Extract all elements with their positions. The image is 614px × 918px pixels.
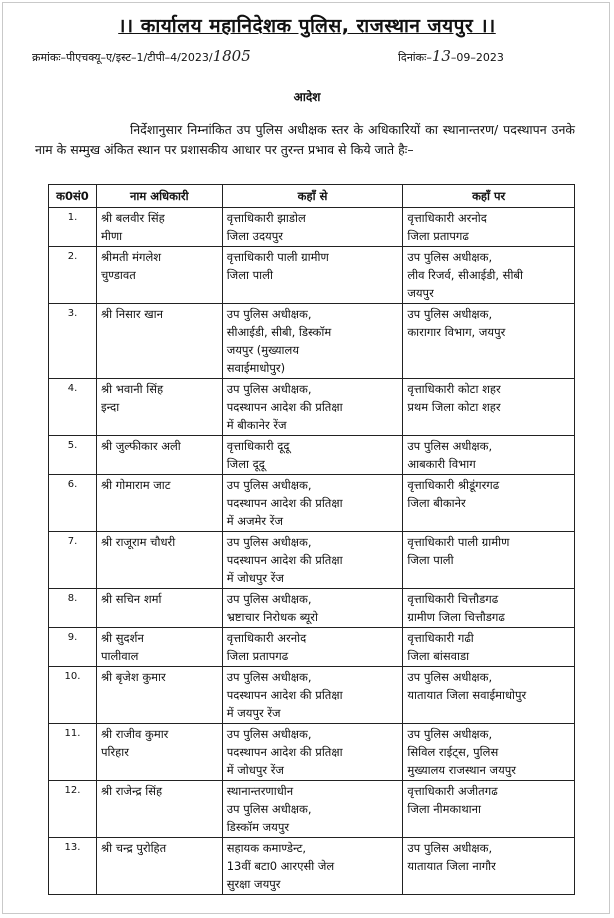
from-location-cell [222,724,403,781]
from-location-line: में जोधपुर रेंज [226,571,284,585]
date-handwritten-day: 13 [431,47,451,65]
to-location-line: वृत्ताधिकारी कोटा शहर [407,382,501,396]
table-row [49,838,575,895]
officer-name-line: श्री राजेन्द्र सिंह [100,784,163,798]
to-location-cell [403,379,575,436]
to-location-line: वृत्ताधिकारी चित्तौडगढ [407,592,499,606]
officer-name-line: श्री चन्द्र पुरोहित [100,841,167,855]
transfer-table [48,184,575,895]
from-location-line: पदस्थापन आदेश की प्रतिक्षा [226,400,343,414]
to-location-line: जिला प्रतापगढ [407,229,469,243]
to-location-line: यातायात जिला नागौर [407,859,496,873]
from-location-line: उप पुलिस अधीक्षक, [226,727,312,741]
from-location-line: उप पुलिस अधीक्षक, [226,478,312,492]
to-location-line: जिला पाली [407,553,454,567]
serial-number-cell: 13. [49,838,97,895]
column-header-officer-name: नाम अधिकारी [96,185,222,208]
to-location-cell [403,304,575,379]
officer-name-cell [96,724,222,781]
serial-number-cell: 12. [49,781,97,838]
from-location-cell [222,436,403,475]
officer-name-line: श्रीमती मंगलेश [100,250,162,264]
to-location-line: कारागार विभाग, जयपुर [407,325,506,339]
officer-name-cell [96,838,222,895]
from-location-cell [222,208,403,247]
table-row [49,379,575,436]
table-row [49,436,575,475]
from-location-line: जिला पाली [226,268,273,282]
from-location-line: पदस्थापन आदेश की प्रतिक्षा [226,553,343,567]
table-row [49,208,575,247]
serial-number-cell: 4. [49,379,97,436]
officer-name-cell [96,475,222,532]
from-location-line: में जयपुर रेंज [226,706,281,720]
officer-name-cell [96,781,222,838]
order-title: आदेश [293,90,321,104]
to-location-cell [403,475,575,532]
from-location-line: में जोधपुर रेंज [226,763,284,777]
from-location-line: पदस्थापन आदेश की प्रतिक्षा [226,496,343,510]
to-location-line: आबकारी विभाग [407,457,476,471]
from-location-line: उप पुलिस अधीक्षक, [226,382,312,396]
from-location-cell [222,304,403,379]
to-location-line: लीव रिजर्व, सीआईडी, सीबी [407,268,523,282]
table-header-row [49,185,575,208]
to-location-line: जयपुर [407,286,434,300]
to-location-line: उप पुलिस अधीक्षक, [407,727,493,741]
to-location-line: वृत्ताधिकारी पाली ग्रामीण [407,535,510,549]
serial-number-cell: 10. [49,667,97,724]
table-row [49,628,575,667]
officer-name-line: श्री सचिन शर्मा [100,592,162,606]
from-location-cell [222,838,403,895]
from-location-cell [222,247,403,304]
serial-number-cell: 11. [49,724,97,781]
from-location-line: सीआईडी, सीबी, डिस्कॉम [226,325,332,339]
to-location-line: वृत्ताधिकारी श्रीडूंगरगढ [407,478,500,492]
to-location-cell [403,589,575,628]
table-row [49,667,575,724]
officer-name-line: श्री सुदर्शन [100,631,144,645]
from-location-line: स्थानान्तरणाधीन [226,784,294,798]
from-location-line: जिला प्रतापगढ [226,649,289,663]
from-location-line: भ्रष्टाचार निरोधक ब्यूरो [226,610,318,624]
column-header-to: कहाँ पर [403,185,575,208]
to-location-line: उप पुलिस अधीक्षक, [407,670,493,684]
officer-name-cell [96,532,222,589]
from-location-line: वृत्ताधिकारी झाडोल [226,211,306,225]
from-location-cell [222,667,403,724]
officer-name-line: श्री गोमाराम जाट [100,478,171,492]
officer-name-line: पालीवाल [100,649,139,663]
table-row [49,724,575,781]
to-location-line: वृत्ताधिकारी गढी [407,631,474,645]
officer-name-line: श्री बलवीर सिंह [100,211,165,225]
officer-name-line: इन्दा [100,400,120,414]
to-location-cell [403,781,575,838]
from-location-line: उप पुलिस अधीक्षक, [226,307,312,321]
from-location-line: उप पुलिस अधीक्षक, [226,802,312,816]
from-location-line: उप पुलिस अधीक्षक, [226,592,312,606]
serial-number-cell: 8. [49,589,97,628]
from-location-line: जयपुर (मुख्यालय [226,343,300,357]
officer-name-cell [96,589,222,628]
officer-name-cell [96,247,222,304]
to-location-cell [403,208,575,247]
officer-name-cell [96,667,222,724]
to-location-cell [403,532,575,589]
from-location-cell [222,379,403,436]
from-location-line: सवाईमाधोपुर) [226,361,286,375]
officer-name-line: श्री निसार खान [100,307,163,321]
from-location-line: 13वीं बटा0 आरएसी जेल [226,859,335,873]
officer-name-line: श्री भवानी सिंह [100,382,164,396]
serial-number-cell: 9. [49,628,97,667]
to-location-line: ग्रामीण जिला चित्तौडगढ [407,610,505,624]
table-row [49,781,575,838]
to-location-line: उप पुलिस अधीक्षक, [407,439,493,453]
officer-name-line: चुण्डावत [100,268,136,282]
from-location-line: वृत्ताधिकारी पाली ग्रामीण [226,250,329,264]
to-location-cell [403,628,575,667]
from-location-line: वृत्ताधिकारी दूदू [226,439,290,453]
order-paragraph: निर्देशानुसार निम्नांकित उप पुलिस अधीक्षक स्तर के अधिकारियों का स्थानान्तरण/ पदस्थापन उनके नाम के सम्मुख अंकित स्थान पर प्रशासकीय आधार पर तुरन्त प्रभाव से किये जाते हैः– [35,122,575,157]
from-location-cell [222,628,403,667]
from-location-line: में अजमेर रेंज [226,514,284,528]
officer-name-cell [96,628,222,667]
to-location-line: उप पुलिस अधीक्षक, [407,307,493,321]
serial-number-cell: 3. [49,304,97,379]
officer-name-line: मीणा [100,229,123,243]
to-location-line: मुख्यालय राजस्थान जयपुर [407,763,516,777]
to-location-line: उप पुलिस अधीक्षक, [407,841,493,855]
from-location-line: जिला दूदू [226,457,265,471]
to-location-line: यातायात जिला सवाईमाधोपुर [407,688,527,702]
officer-name-cell [96,208,222,247]
from-location-line: पदस्थापन आदेश की प्रतिक्षा [226,745,343,759]
to-location-line: वृत्ताधिकारी अरनोद [407,211,487,225]
from-location-cell [222,475,403,532]
reference-number [32,47,251,65]
table-row [49,532,575,589]
serial-number-cell: 6. [49,475,97,532]
order-date [398,47,504,65]
from-location-line: सुरक्षा जयपुर [226,877,281,891]
to-location-line: सिविल राईट्स, पुलिस [407,745,499,759]
column-header-from: कहाँ से [222,185,403,208]
from-location-line: डिस्कॉम जयपुर [226,820,290,834]
column-header-serial: क0सं0 [49,185,97,208]
to-location-cell [403,247,575,304]
table-row [49,247,575,304]
to-location-cell [403,724,575,781]
serial-number-cell: 1. [49,208,97,247]
officer-name-line: परिहार [100,745,129,759]
to-location-line: प्रथम जिला कोटा शहर [407,400,501,414]
from-location-line: सहायक कमाण्डेन्ट, [226,841,307,855]
officer-name-cell [96,379,222,436]
officer-name-line: श्री जुल्फीकार अली [100,439,181,453]
officer-name-line: श्री बृजेश कुमार [100,670,166,684]
to-location-line: जिला बीकानेर [407,496,466,510]
serial-number-cell: 7. [49,532,97,589]
date-label: दिनांकः– [398,51,432,64]
table-row [49,589,575,628]
from-location-cell [222,532,403,589]
reference-handwritten-number: 1805 [212,47,251,65]
officer-name-line: श्री राजीव कुमार [100,727,169,741]
reference-text: क्रमांकः–पीएचक्यू–ए/इस्ट–1/टीपी–4/2023/ [32,51,213,64]
from-location-cell [222,781,403,838]
date-suffix: –09–2023 [450,51,504,64]
officer-name-line: श्री राजूराम चौधरी [100,535,176,549]
to-location-cell [403,838,575,895]
from-location-line: उप पुलिस अधीक्षक, [226,535,312,549]
office-header: ।। कार्यालय महानिदेशक पुलिस, राजस्थान जयपुर ।। [118,15,496,37]
to-location-cell [403,667,575,724]
from-location-cell [222,589,403,628]
to-location-line: जिला नीमकाथाना [407,802,482,816]
officer-name-cell [96,436,222,475]
from-location-line: जिला उदयपुर [226,229,283,243]
serial-number-cell: 5. [49,436,97,475]
from-location-line: में बीकानेर रेंज [226,418,287,432]
table-row [49,304,575,379]
table-row [49,475,575,532]
to-location-line: वृत्ताधिकारी अजीतगढ [407,784,498,798]
from-location-line: पदस्थापन आदेश की प्रतिक्षा [226,688,343,702]
officer-name-cell [96,304,222,379]
to-location-cell [403,436,575,475]
to-location-line: उप पुलिस अधीक्षक, [407,250,493,264]
from-location-line: उप पुलिस अधीक्षक, [226,670,312,684]
serial-number-cell: 2. [49,247,97,304]
from-location-line: वृत्ताधिकारी अरनोद [226,631,307,645]
to-location-line: जिला बांसवाडा [407,649,470,663]
